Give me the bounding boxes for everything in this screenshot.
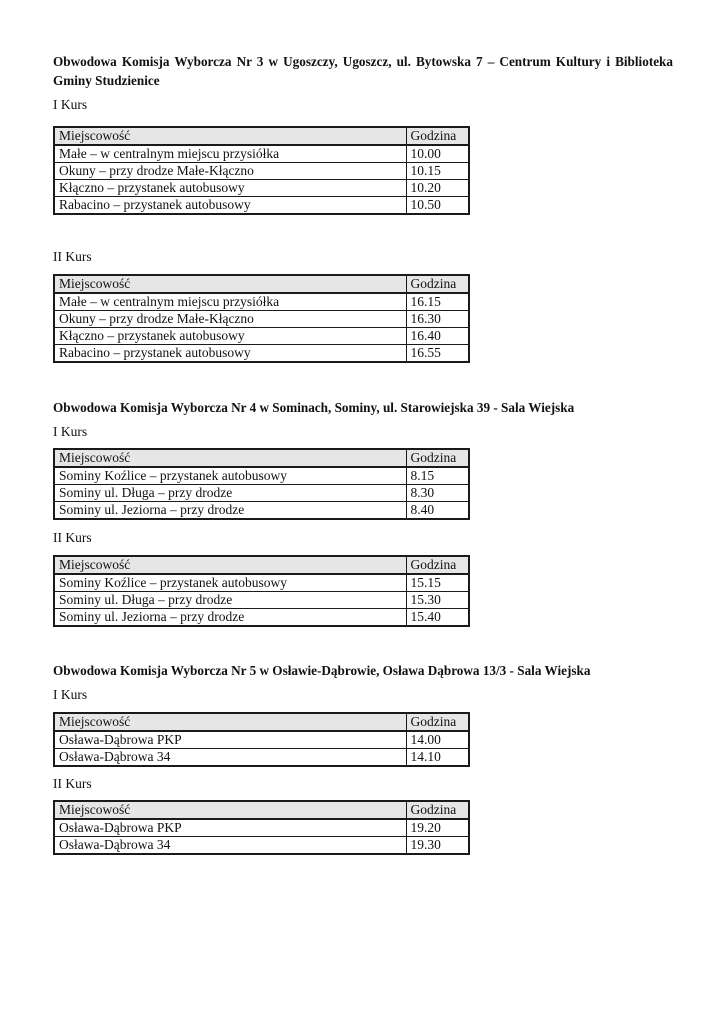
course-label: I Kurs	[53, 97, 88, 112]
table-row	[54, 574, 469, 592]
place-cell: Osława-Dąbrowa 34	[54, 749, 406, 767]
place-cell: Sominy Koźlice – przystanek autobusowy	[54, 574, 406, 592]
column-header-time: Godzina	[406, 713, 469, 731]
place-cell: Sominy ul. Jeziorna – przy drodze	[54, 609, 406, 627]
time-cell: 16.55	[406, 345, 469, 363]
place-cell: Małe – w centralnym miejscu przysiółka	[54, 293, 406, 311]
place-cell: Osława-Dąbrowa PKP	[54, 731, 406, 749]
time-cell: 19.20	[406, 819, 469, 837]
table-row	[54, 145, 469, 163]
table-row	[54, 592, 469, 609]
table-row	[54, 293, 469, 311]
table-row	[54, 311, 469, 328]
table-header-row	[54, 801, 469, 819]
table-row	[54, 749, 469, 767]
place-cell: Rabacino – przystanek autobusowy	[54, 345, 406, 363]
table-header-row	[54, 449, 469, 467]
table-header-row	[54, 713, 469, 731]
course-label: II Kurs	[53, 530, 92, 545]
column-header-time: Godzina	[406, 449, 469, 467]
section-heading-komisja-4: Obwodowa Komisja Wyborcza Nr 4 w Sominach, Sominy, ul. Starowiejska 39 - Sala Wiejska	[53, 400, 575, 415]
table-row	[54, 163, 469, 180]
schedule-table	[53, 800, 470, 855]
schedule-table	[53, 712, 470, 767]
column-header-place: Miejscowość	[54, 275, 406, 293]
place-cell: Małe – w centralnym miejscu przysiółka	[54, 145, 406, 163]
course-label: I Kurs	[53, 424, 88, 439]
table-row	[54, 467, 469, 485]
schedule-table	[53, 274, 470, 363]
table-header-row	[54, 127, 469, 145]
time-cell: 15.40	[406, 609, 469, 627]
place-cell: Okuny – przy drodze Małe-Kłączno	[54, 163, 406, 180]
column-header-place: Miejscowość	[54, 713, 406, 731]
time-cell: 15.15	[406, 574, 469, 592]
section-heading-komisja-5: Obwodowa Komisja Wyborcza Nr 5 w Osławie-Dąbrowie, Osława Dąbrowa 13/3 - Sala Wiejska	[53, 663, 591, 678]
course-label: II Kurs	[53, 776, 92, 791]
time-cell: 16.30	[406, 311, 469, 328]
place-cell: Sominy ul. Długa – przy drodze	[54, 485, 406, 502]
time-cell: 8.40	[406, 502, 469, 520]
place-cell: Okuny – przy drodze Małe-Kłączno	[54, 311, 406, 328]
schedule-table	[53, 126, 470, 215]
table-row	[54, 197, 469, 215]
section-heading-komisja-3: Obwodowa Komisja Wyborcza Nr 3 w Ugoszczy, Ugoszcz, ul. Bytowska 7 – Centrum Kultury i Biblioteka Gminy Studzienice	[53, 54, 673, 88]
time-cell: 10.15	[406, 163, 469, 180]
table-row	[54, 819, 469, 837]
table-row	[54, 485, 469, 502]
table-row	[54, 345, 469, 363]
time-cell: 10.00	[406, 145, 469, 163]
time-cell: 16.40	[406, 328, 469, 345]
time-cell: 14.10	[406, 749, 469, 767]
column-header-place: Miejscowość	[54, 801, 406, 819]
place-cell: Kłączno – przystanek autobusowy	[54, 180, 406, 197]
table-row	[54, 502, 469, 520]
place-cell: Sominy ul. Długa – przy drodze	[54, 592, 406, 609]
table-header-row	[54, 556, 469, 574]
time-cell: 10.20	[406, 180, 469, 197]
time-cell: 15.30	[406, 592, 469, 609]
table-row	[54, 180, 469, 197]
table-header-row	[54, 275, 469, 293]
time-cell: 19.30	[406, 837, 469, 855]
course-label: II Kurs	[53, 249, 92, 264]
time-cell: 8.30	[406, 485, 469, 502]
table-row	[54, 837, 469, 855]
column-header-time: Godzina	[406, 127, 469, 145]
table-row	[54, 328, 469, 345]
course-label: I Kurs	[53, 687, 88, 702]
place-cell: Osława-Dąbrowa 34	[54, 837, 406, 855]
time-cell: 8.15	[406, 467, 469, 485]
time-cell: 14.00	[406, 731, 469, 749]
table-row	[54, 731, 469, 749]
schedule-table	[53, 555, 470, 627]
column-header-place: Miejscowość	[54, 449, 406, 467]
place-cell: Sominy Koźlice – przystanek autobusowy	[54, 467, 406, 485]
column-header-time: Godzina	[406, 556, 469, 574]
place-cell: Rabacino – przystanek autobusowy	[54, 197, 406, 215]
place-cell: Osława-Dąbrowa PKP	[54, 819, 406, 837]
table-row	[54, 609, 469, 627]
column-header-place: Miejscowość	[54, 556, 406, 574]
column-header-time: Godzina	[406, 801, 469, 819]
time-cell: 10.50	[406, 197, 469, 215]
place-cell: Kłączno – przystanek autobusowy	[54, 328, 406, 345]
column-header-place: Miejscowość	[54, 127, 406, 145]
column-header-time: Godzina	[406, 275, 469, 293]
place-cell: Sominy ul. Jeziorna – przy drodze	[54, 502, 406, 520]
schedule-table	[53, 448, 470, 520]
time-cell: 16.15	[406, 293, 469, 311]
